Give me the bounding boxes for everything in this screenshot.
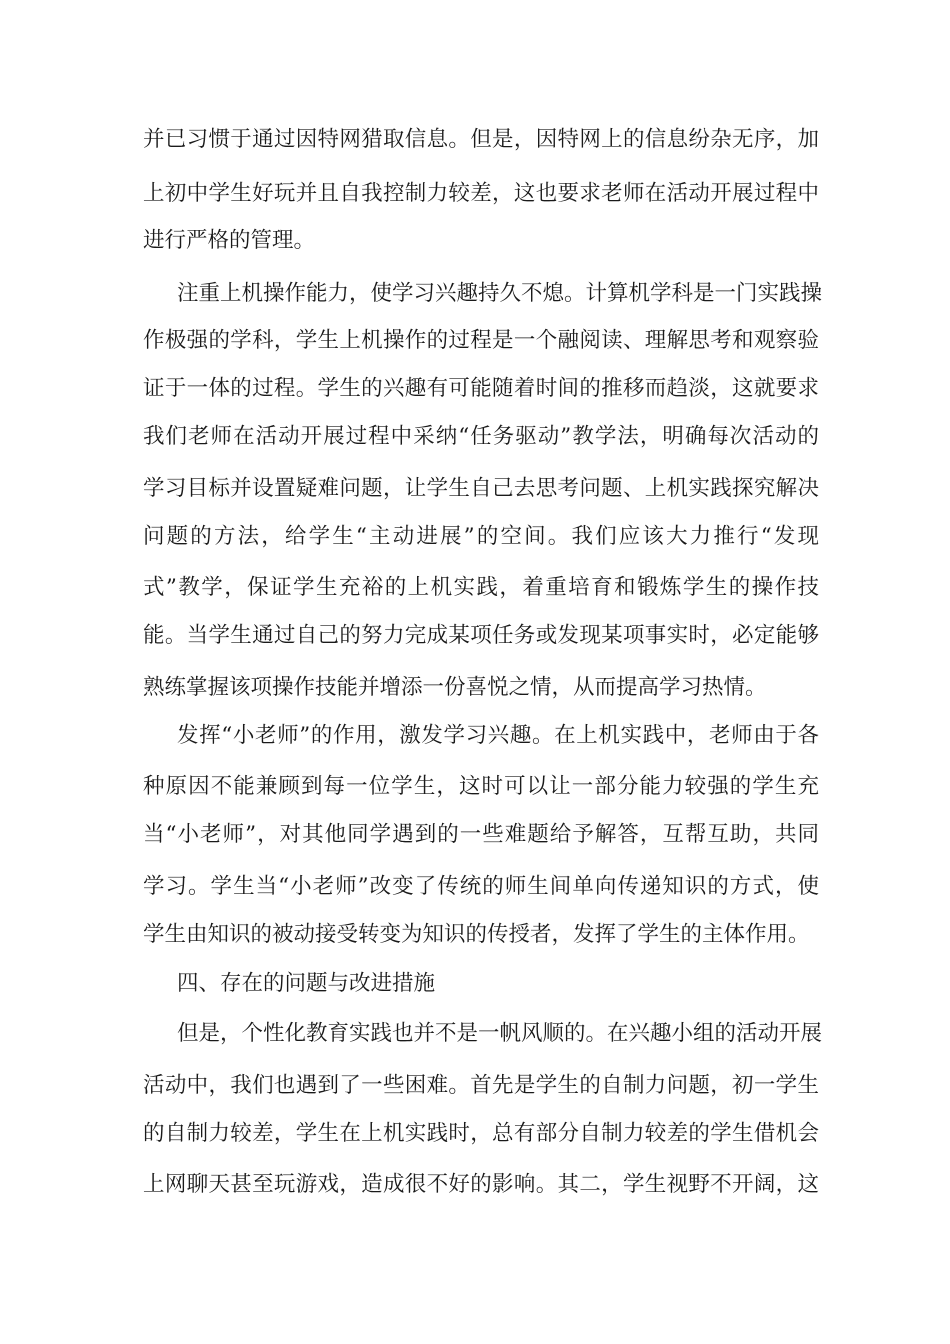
text-line: 式”教学，保证学生充裕的上机实践，着重培育和锻炼学生的操作技 [143,575,819,600]
text-line: 进行严格的管理。 [143,228,316,253]
text-line: 种原因不能兼顾到每一位学生，这时可以让一部分能力较强的学生充 [143,774,819,799]
text-line: 当“小老师”，对其他同学遇到的一些难题给予解答，互帮互助，共同 [143,822,819,847]
text-line: 并已习惯于通过因特网猎取信息。但是，因特网上的信息纷杂无序，加 [143,127,819,152]
section-heading: 四、存在的问题与改进措施 [177,971,436,996]
text-line: 上初中学生好玩并且自我控制力较差，这也要求老师在活动开展过程中 [143,181,819,206]
text-line: 熟练掌握该项操作技能并增添一份喜悦之情，从而提高学习热情。 [143,675,767,700]
text-line: 作极强的学科，学生上机操作的过程是一个融阅读、理解思考和观察验 [143,328,819,353]
text-line: 问题的方法，给学生“主动进展”的空间。我们应该大力推行“发现 [143,524,819,549]
text-line: 的自制力较差，学生在上机实践时，总有部分自制力较差的学生借机会 [143,1121,819,1146]
paragraph-first-line: 发挥“小老师”的作用，激发学习兴趣。在上机实践中，老师由于各 [177,723,819,748]
text-line: 活动中，我们也遇到了一些困难。首先是学生的自制力问题，初一学生 [143,1073,819,1098]
text-line: 证于一体的过程。学生的兴趣有可能随着时间的推移而趋淡，这就要求 [143,376,819,401]
text-line: 学习目标并设置疑难问题，让学生自己去思考问题、上机实践探究解决 [143,476,819,501]
text-line: 学习。学生当“小老师”改变了传统的师生间单向传递知识的方式，使 [143,874,819,899]
text-line: 我们老师在活动开展过程中采纳“任务驱动”教学法，明确每次活动的 [143,424,819,449]
text-line: 学生由知识的被动接受转变为知识的传授者，发挥了学生的主体作用。 [143,922,810,947]
text-line: 上网聊天甚至玩游戏，造成很不好的影响。其二，学生视野不开阔，这 [143,1172,819,1197]
paragraph-first-line: 注重上机操作能力，使学习兴趣持久不熄。计算机学科是一门实践操 [177,281,823,306]
text-line: 能。当学生通过自己的努力完成某项任务或发现某项事实时，必定能够 [143,623,819,648]
paragraph-first-line: 但是，个性化教育实践也并不是一帆风顺的。在兴趣小组的活动开展 [177,1021,823,1046]
